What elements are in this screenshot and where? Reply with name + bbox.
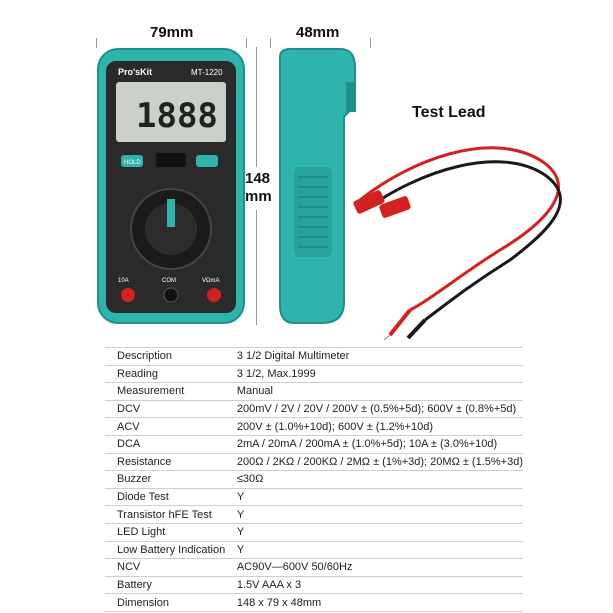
spec-value: 200V ± (1.0%+10d); 600V ± (1.2%+10d) <box>227 418 523 436</box>
spec-key: Resistance <box>105 453 227 471</box>
model-label: MT-1220 <box>191 68 223 77</box>
height-label-unit: mm <box>245 188 272 205</box>
spec-key: LED Light <box>105 523 227 541</box>
spec-key: Buzzer <box>105 471 227 489</box>
spec-row <box>105 559 523 577</box>
depth-label: 48mm <box>296 24 340 41</box>
spec-value: Y <box>227 541 523 559</box>
spec-key: DCA <box>105 435 227 453</box>
spec-table <box>105 347 523 612</box>
spec-key: Measurement <box>105 383 227 401</box>
width-tick-right <box>246 38 247 48</box>
spec-row <box>105 400 523 418</box>
spec-row <box>105 471 523 489</box>
spec-row <box>105 541 523 559</box>
spec-row <box>105 453 523 471</box>
spec-key: DCV <box>105 400 227 418</box>
spec-value: Y <box>227 506 523 524</box>
spec-key: Low Battery Indication <box>105 541 227 559</box>
spec-value: 3 1/2, Max.1999 <box>227 365 523 383</box>
spec-row <box>105 435 523 453</box>
height-line-bottom <box>256 210 257 325</box>
spec-row <box>105 488 523 506</box>
spec-row <box>105 348 523 366</box>
spec-key: Description <box>105 348 227 366</box>
spec-value: ≤30Ω <box>227 471 523 489</box>
spec-value: 3 1/2 Digital Multimeter <box>227 348 523 366</box>
hold-button: HOLD <box>124 160 141 166</box>
port-v-ohm-ma: VΩmA <box>202 278 220 284</box>
spec-value: 200mV / 2V / 20V / 200V ± (0.5%+5d); 600V ± (0.8%+5d) <box>227 400 523 418</box>
spec-key: ACV <box>105 418 227 436</box>
spec-row <box>105 365 523 383</box>
test-lead-image <box>350 100 610 340</box>
spec-key: NCV <box>105 559 227 577</box>
spec-value: 148 x 79 x 48mm <box>227 594 523 612</box>
port-com: COM <box>162 278 176 284</box>
spec-row <box>105 418 523 436</box>
spec-key: Diode Test <box>105 488 227 506</box>
spec-key: Transistor hFE Test <box>105 506 227 524</box>
width-label: 79mm <box>150 24 194 41</box>
spec-row <box>105 523 523 541</box>
spec-row <box>105 594 523 612</box>
multimeter-front-view <box>96 47 246 325</box>
spec-row <box>105 383 523 401</box>
spec-value: 200Ω / 2KΩ / 200KΩ / 2MΩ ± (1%+3d); 20MΩ ± (1.5%+3d) <box>227 453 523 471</box>
spec-value: AC90V—600V 50/60Hz <box>227 559 523 577</box>
height-line-top <box>256 47 257 167</box>
test-lead-title: Test Lead <box>412 104 486 121</box>
spec-key: Dimension <box>105 594 227 612</box>
spec-value: Y <box>227 488 523 506</box>
depth-tick-right <box>370 38 371 48</box>
height-label-number: 148 <box>245 170 271 187</box>
spec-value: 2mA / 20mA / 200mA ± (1.0%+5d); 10A ± (3.0%+10d) <box>227 435 523 453</box>
spec-key: Reading <box>105 365 227 383</box>
brand-logo: Pro'sKit <box>118 67 153 77</box>
spec-row <box>105 506 523 524</box>
spec-row <box>105 576 523 594</box>
spec-value: Manual <box>227 383 523 401</box>
spec-key: Battery <box>105 576 227 594</box>
spec-value: 1.5V AAA x 3 <box>227 576 523 594</box>
port-10a: 10A <box>118 278 129 284</box>
lcd-digits: 1888 <box>136 96 218 136</box>
spec-value: Y <box>227 523 523 541</box>
